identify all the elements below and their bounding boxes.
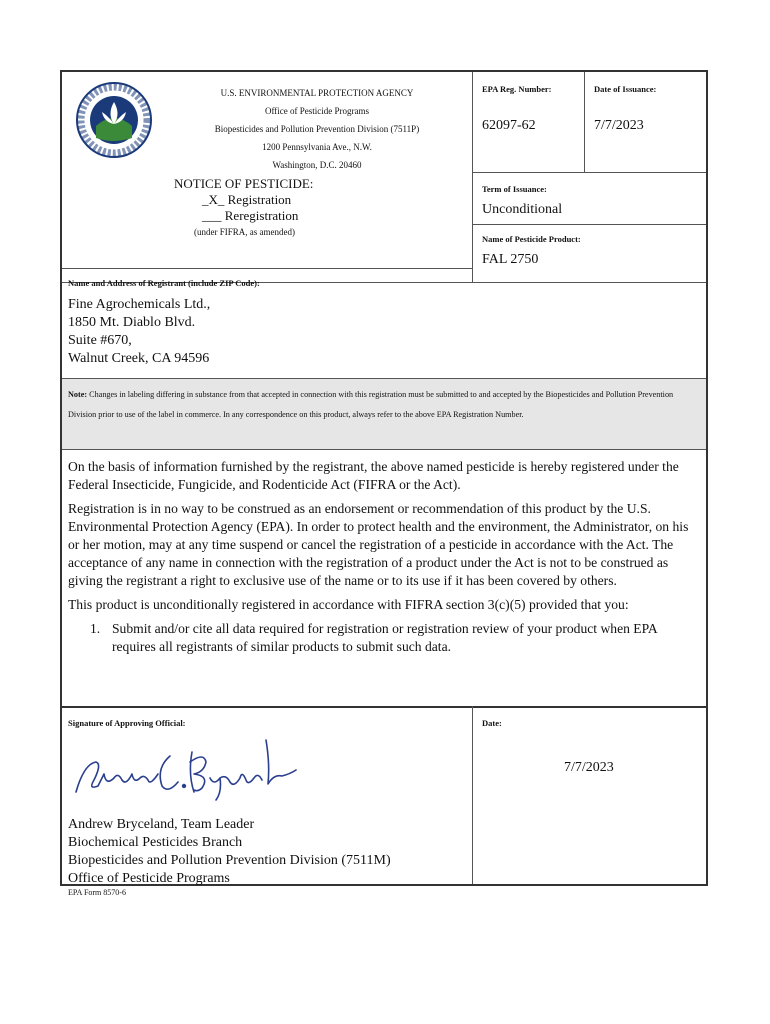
signatory-block <box>68 816 391 888</box>
product-value: FAL 2750 <box>482 252 539 267</box>
division-name: Biopesticides and Pollution Prevention Division (7511P) <box>214 124 420 134</box>
signatory-name: Andrew Bryceland, Team Leader <box>68 817 255 832</box>
signatory-branch: Biochemical Pesticides Branch <box>68 835 243 850</box>
registrant-address <box>68 296 210 368</box>
term-label: Term of Issuance: <box>482 184 547 194</box>
registrant-line: 1850 Mt. Diablo Blvd. <box>68 315 196 330</box>
epa-seal-icon <box>74 80 154 160</box>
form-number: EPA Form 8570-6 <box>68 888 126 897</box>
registrant-line: Suite #670, <box>68 333 132 348</box>
paragraph-conditions: This product is unconditionally registered in accordance with FIFRA section 3(c)(5) provided that you: <box>68 597 629 612</box>
signatory-division: Biopesticides and Pollution Prevention Division (7511M) <box>68 853 391 868</box>
term-value: Unconditional <box>482 202 563 217</box>
issuance-date-value: 7/7/2023 <box>594 118 644 133</box>
reg-number-value: 62097-62 <box>482 118 536 133</box>
condition-text: Submit and/or cite all data required for registration or registration review of your product when EPA requires all registrants of similar products to submit such data. <box>112 621 657 654</box>
registrant-label: Name and Address of Registrant (include ZIP Code): <box>68 278 260 288</box>
signature-label: Signature of Approving Official: <box>68 718 186 728</box>
reregistration-option: ___ Reregistration <box>202 208 299 223</box>
condition-number: 1. <box>90 621 101 636</box>
note-text: Changes in labeling differing in substance from that accepted in connection with this registration must be submitted to and accepted by the Biopesticides and Pollution Prevention Division prior to use of the label in commerce. In any correspondence on this product, always refer to the above EPA Registration Number. <box>68 390 674 419</box>
office-name: Office of Pesticide Programs <box>264 106 370 116</box>
fifra-note: (under FIFRA, as amended) <box>194 227 295 237</box>
notice-title: NOTICE OF PESTICIDE: <box>174 176 314 191</box>
note-text-block <box>68 385 700 424</box>
date-label: Date: <box>482 718 502 728</box>
condition-item <box>68 620 698 656</box>
agency-name: U.S. ENVIRONMENTAL PROTECTION AGENCY <box>220 88 414 98</box>
note-box <box>62 379 706 449</box>
registrant-line: Walnut Creek, CA 94596 <box>68 351 210 366</box>
issuance-date-label: Date of Issuance: <box>594 84 657 94</box>
agency-address-1: 1200 Pennsylvania Ave., N.W. <box>262 142 372 152</box>
registrant-line: Fine Agrochemicals Ltd., <box>68 297 211 312</box>
paragraph-disclaimer: Registration is in no way to be construed as an endorsement or recommendation of this product by the U.S. Environmental Protection Agency (EPA). In order to protect health and the environment, the Administrator, on his or her motion, may at any time suspend or cancel the registration of a pesticide in accordance with the Act. The acceptance of any name in connection with the registration of a product under the Act is not to be construed as giving the registrant a right to exclusive use of the name or to its use if it has been covered by others. <box>68 501 689 588</box>
reg-number-label: EPA Reg. Number: <box>482 84 552 94</box>
handwritten-signature <box>70 734 300 804</box>
product-label: Name of Pesticide Product: <box>482 234 581 244</box>
form-frame <box>60 70 708 886</box>
date-value: 7/7/2023 <box>564 760 614 775</box>
body-text <box>68 458 698 656</box>
signatory-office: Office of Pesticide Programs <box>68 871 230 886</box>
note-label: Note: <box>68 390 88 399</box>
agency-address-2: Washington, D.C. 20460 <box>272 160 362 170</box>
agency-header <box>192 84 442 174</box>
registration-option: _X_ Registration <box>202 192 292 207</box>
paragraph-registration-basis: On the basis of information furnished by the registrant, the above named pesticide is hereby registered under the Federal Insecticide, Fungicide, and Rodenticide Act (FIFRA or the Act). <box>68 459 679 492</box>
notice-block <box>174 176 334 240</box>
